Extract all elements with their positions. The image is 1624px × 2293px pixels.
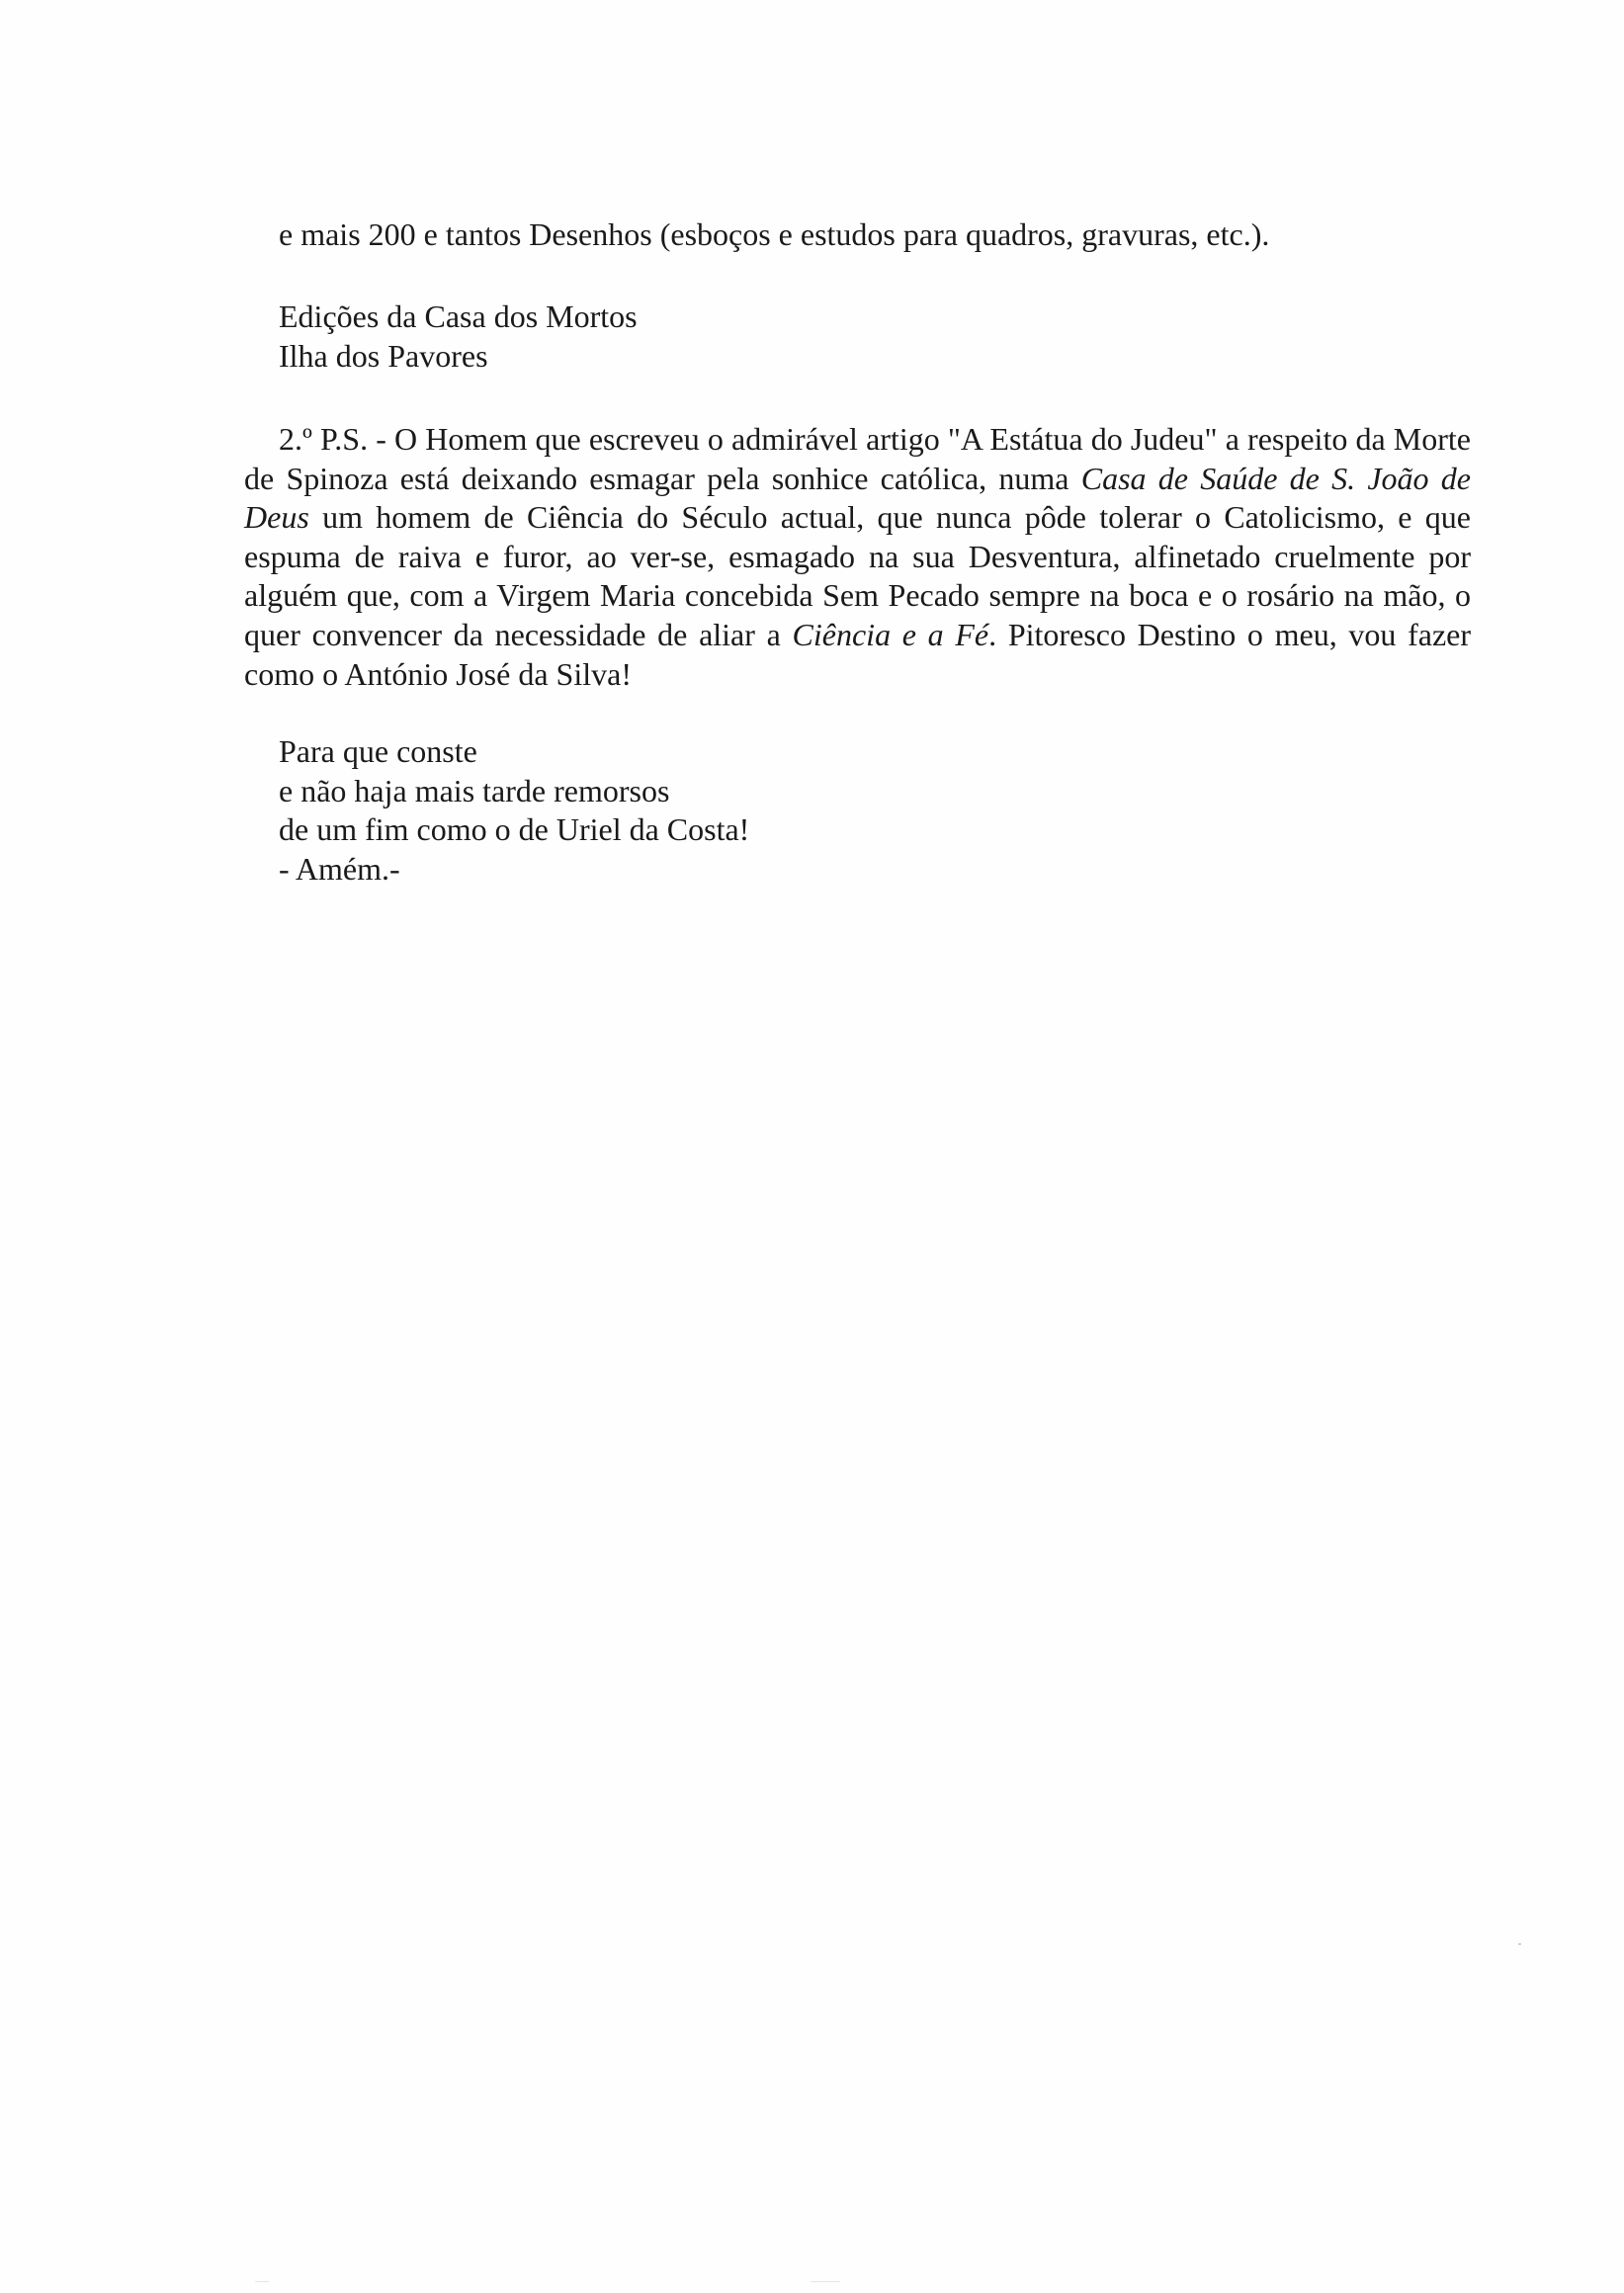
postscript-text-1: 2.º P.S. - O Homem que escreveu o admirável artigo "A Estátua do Judeu" a respeito da Morte de Spinoza está deixando esmagar pela sonhice católica, numa — [244, 421, 1471, 496]
opening-line: e mais 200 e tantos Desenhos (esboços e estudos para quadros, gravuras, etc.). — [279, 216, 1270, 252]
closing-line-3: de um fim como o de Uriel da Costa! — [279, 811, 750, 848]
closing-verse — [279, 732, 749, 889]
postscript-text-2: um homem de Ciência do Século actual, que nunca pôde tolerar o Catolicismo, e que espuma de raiva e furor, ao ver-se, esmagado na sua Desventura, alfinetado cruelmente por alguém que, com a Virgem Maria concebida Sem Pecado sempre na boca e o rosário na mão, o quer convencer da necessidade de aliar a — [244, 499, 1471, 652]
scan-speck — [1518, 1943, 1521, 1945]
closing-line-1: Para que conste — [279, 733, 477, 769]
scan-speck — [811, 2281, 840, 2282]
scan-speck — [255, 2281, 269, 2282]
imprint-line-2: Ilha dos Pavores — [279, 338, 488, 374]
closing-line-2: e não haja mais tarde remorsos — [279, 772, 670, 808]
postscript-italic-2: Ciência e a Fé — [792, 616, 989, 652]
postscript-text-3: . Pitoresco Destino o meu, vou fazer como o António José da Silva! — [244, 616, 1472, 692]
imprint-line-1: Edições da Casa dos Mortos — [279, 298, 638, 334]
postscript-paragraph — [244, 420, 1471, 694]
closing-line-4: - Amém.- — [279, 850, 400, 887]
postscript-italic-1: Casa de Saúde de S. João de Deus — [244, 460, 1472, 536]
